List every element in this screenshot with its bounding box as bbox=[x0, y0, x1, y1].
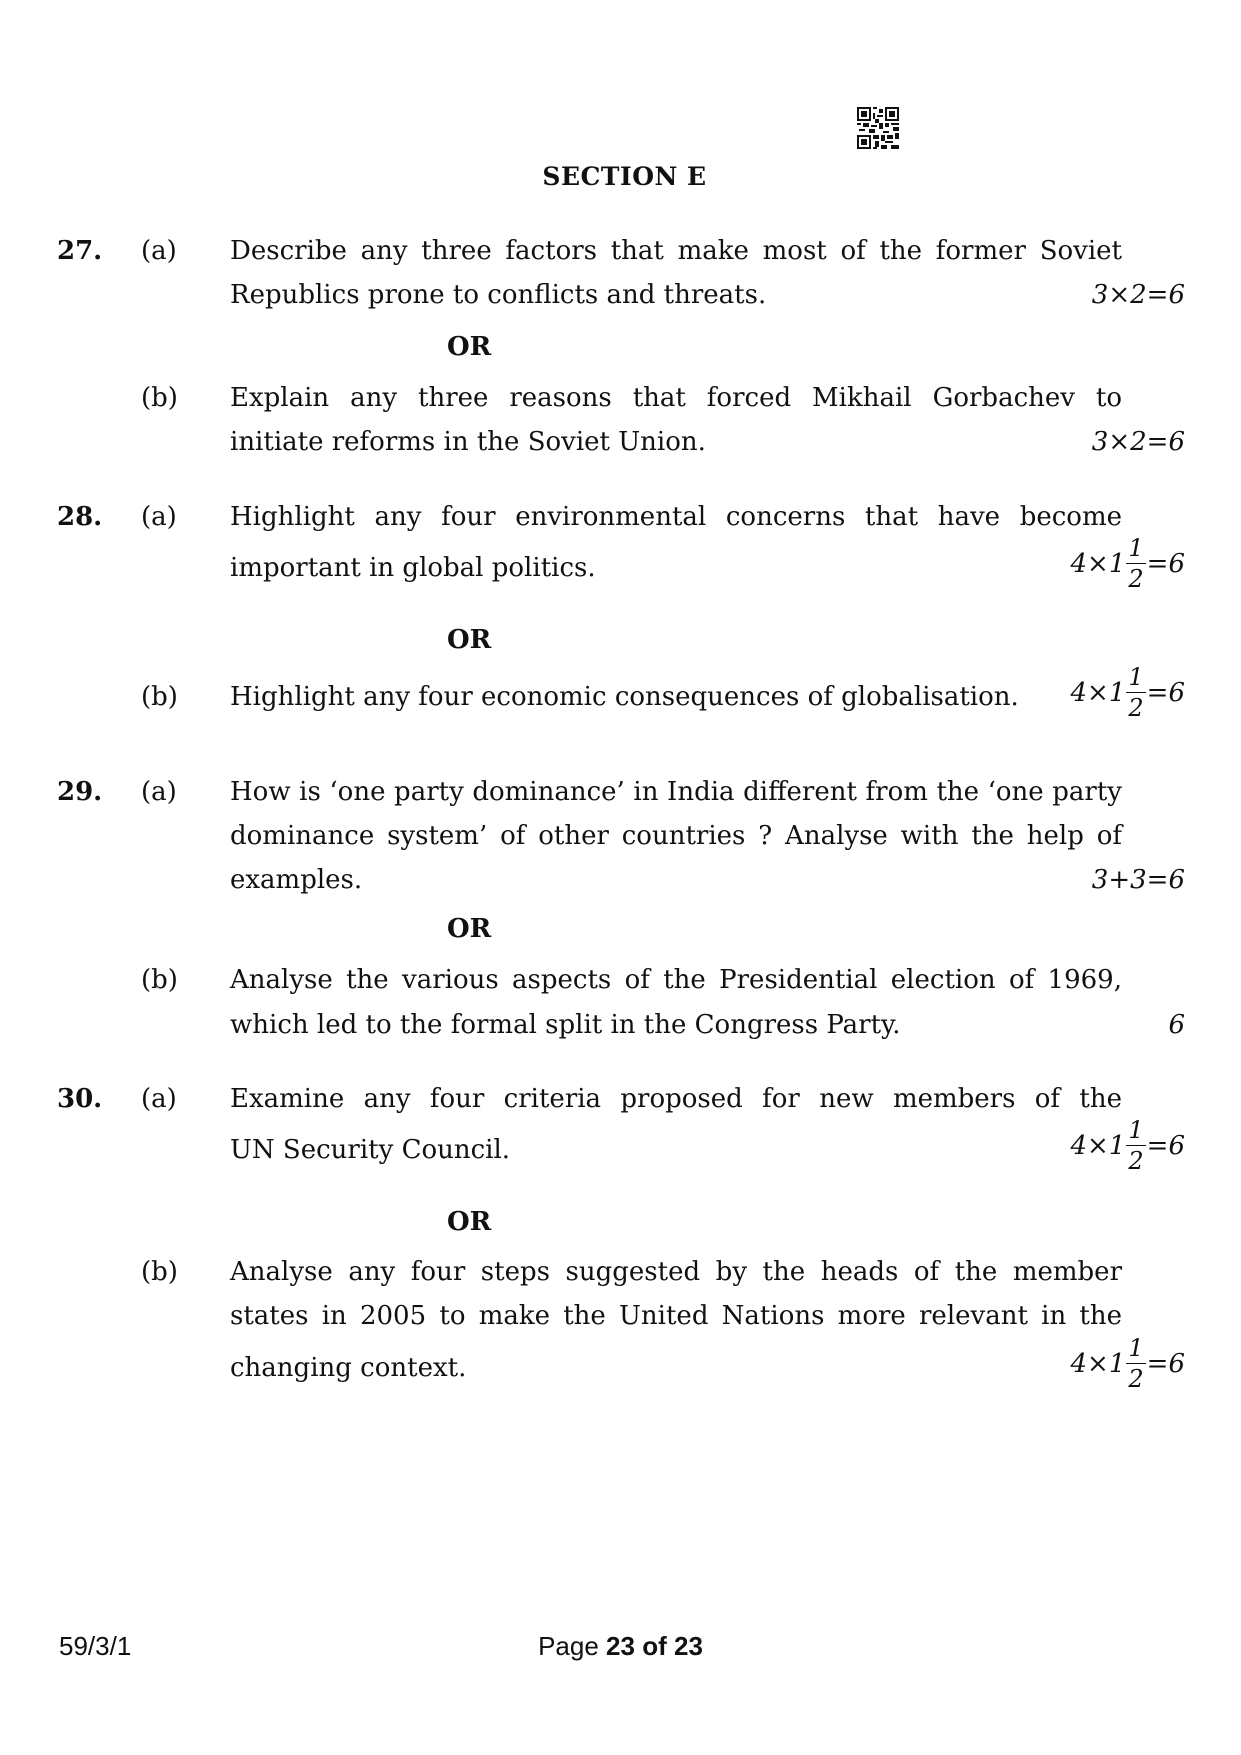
marks: 3×2=6 bbox=[1091, 280, 1185, 310]
question-text-line: which led to the formal split in the Congress Party. bbox=[230, 1010, 901, 1040]
page-number bbox=[0, 1631, 1241, 1662]
page-of: of bbox=[642, 1631, 667, 1661]
question-text-line: Highlight any four economic consequences of globalisation. bbox=[230, 682, 1019, 712]
part-label: (b) bbox=[141, 383, 178, 413]
question-number: 30. bbox=[57, 1084, 103, 1114]
marks-suffix: =6 bbox=[1146, 677, 1185, 708]
half-fraction: $\frac{1}{2}$ bbox=[1128, 1334, 1144, 1393]
question-text-line: dominance system’ of other countries ? Analyse with the help of bbox=[230, 821, 1122, 851]
or-separator: OR bbox=[447, 332, 492, 362]
or-separator: OR bbox=[447, 1207, 492, 1237]
question-text-line: initiate reforms in the Soviet Union. bbox=[230, 427, 706, 457]
marks-prefix: 4×1 bbox=[1070, 677, 1126, 708]
question-text-line: How is ‘one party dominance’ in India different from the ‘one party bbox=[230, 777, 1122, 807]
part-label: (b) bbox=[141, 965, 178, 995]
marks bbox=[1071, 1118, 1185, 1173]
or-separator: OR bbox=[447, 625, 492, 655]
marks: 6 bbox=[1168, 1010, 1185, 1040]
question-number: 28. bbox=[57, 502, 103, 532]
question-text-line: Explain any three reasons that forced Mikhail Gorbachev to bbox=[230, 383, 1122, 413]
question-text-line: Republics prone to conflicts and threats. bbox=[230, 280, 767, 310]
page-word: Page bbox=[538, 1631, 599, 1661]
question-text-line: states in 2005 to make the United Nations more relevant in the bbox=[230, 1301, 1122, 1331]
marks-prefix: 4×1 bbox=[1070, 548, 1126, 579]
part-label: (b) bbox=[141, 1257, 178, 1287]
qr-code bbox=[857, 107, 899, 149]
question-text-line: Describe any three factors that make most of the former Soviet bbox=[230, 236, 1122, 266]
half-fraction: $\frac{1}{2}$ bbox=[1128, 1116, 1144, 1175]
question-number: 27. bbox=[57, 236, 103, 266]
marks: 3+3=6 bbox=[1091, 865, 1185, 895]
marks-prefix: 4×1 bbox=[1070, 1130, 1126, 1161]
page-current: 23 bbox=[606, 1631, 635, 1661]
marks bbox=[1071, 1336, 1185, 1391]
marks: 3×2=6 bbox=[1091, 427, 1185, 457]
question-text-line: UN Security Council. bbox=[230, 1135, 511, 1165]
question-text-line: changing context. bbox=[230, 1353, 467, 1383]
part-label: (a) bbox=[141, 1084, 177, 1114]
question-text-line: Highlight any four environmental concerns that have become bbox=[230, 502, 1122, 532]
page-total: 23 bbox=[673, 1631, 703, 1661]
question-text-line: examples. bbox=[230, 865, 363, 895]
marks-suffix: =6 bbox=[1146, 1130, 1185, 1161]
question-text-line: important in global politics. bbox=[230, 553, 596, 583]
marks-prefix: 4×1 bbox=[1070, 1348, 1126, 1379]
half-fraction: $\frac{1}{2}$ bbox=[1128, 663, 1144, 722]
marks bbox=[1071, 536, 1185, 591]
marks-suffix: =6 bbox=[1146, 548, 1185, 579]
marks-suffix: =6 bbox=[1146, 1348, 1185, 1379]
paper-code: 59/3/1 bbox=[59, 1631, 132, 1661]
part-label: (a) bbox=[141, 777, 177, 807]
part-label: (a) bbox=[141, 236, 177, 266]
half-fraction: $\frac{1}{2}$ bbox=[1128, 534, 1144, 593]
or-separator: OR bbox=[447, 914, 492, 944]
question-text-line: Examine any four criteria proposed for new members of the bbox=[230, 1084, 1122, 1114]
section-title: SECTION E bbox=[542, 162, 707, 191]
question-number: 29. bbox=[57, 777, 103, 807]
part-label: (a) bbox=[141, 502, 177, 532]
marks bbox=[1071, 665, 1185, 720]
question-text-line: Analyse any four steps suggested by the heads of the member bbox=[230, 1257, 1122, 1287]
question-text-line: Analyse the various aspects of the Presidential election of 1969, bbox=[230, 965, 1122, 995]
part-label: (b) bbox=[141, 682, 178, 712]
